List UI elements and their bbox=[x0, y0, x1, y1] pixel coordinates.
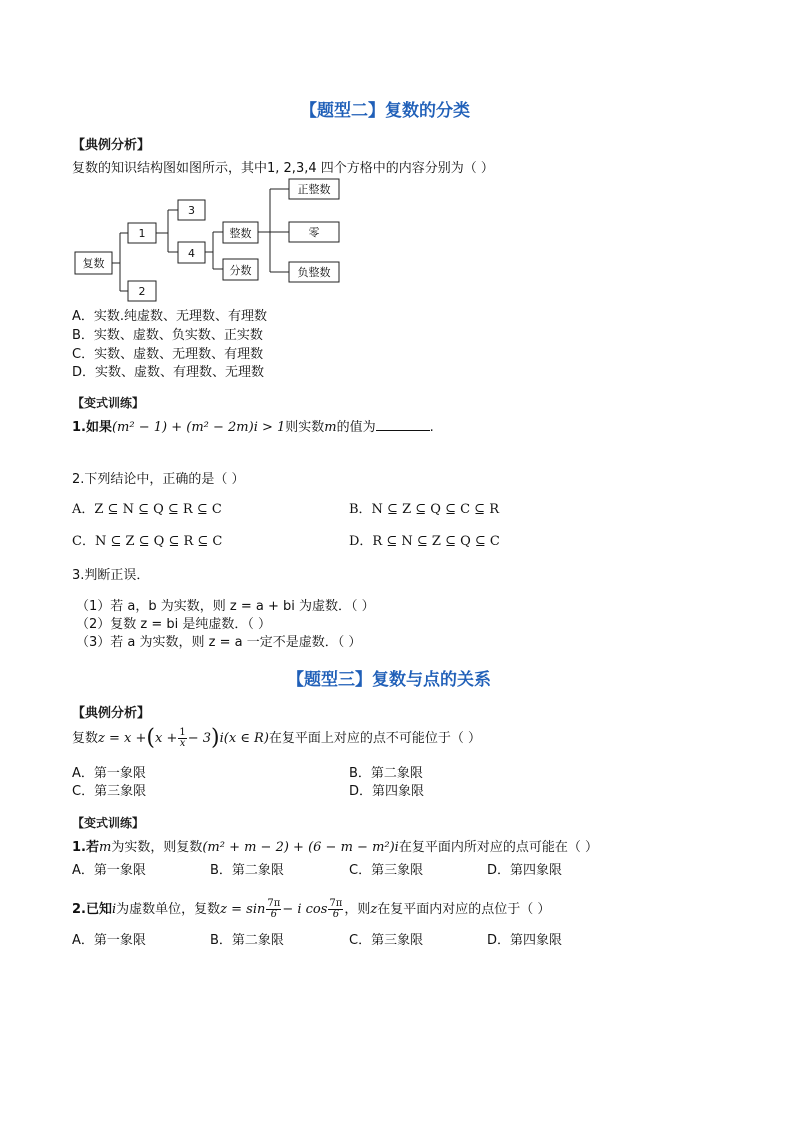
t2-option-b: B．第二象限 bbox=[210, 933, 284, 948]
t2-mid: 为虚数单位，复数 bbox=[116, 902, 221, 917]
ex-frac-den: x bbox=[179, 738, 186, 749]
training-question-3: 3.判断正误． bbox=[72, 568, 150, 583]
t1-mid: 为实数，则复数 bbox=[111, 840, 203, 855]
ex-formula-a: z = x + bbox=[98, 731, 147, 746]
q3-item-1: （1）若 a，b 为实数，则 z = a + bi 为虚数．（ ） bbox=[76, 599, 375, 614]
q2-option-c: C．N ⊆ Z ⊆ Q ⊆ R ⊆ C bbox=[72, 534, 223, 549]
diagram-label-1: 1 bbox=[138, 227, 146, 240]
t2-suffix-a: ，则 bbox=[344, 902, 371, 917]
t2-option-d: D．第四象限 bbox=[487, 933, 563, 948]
training-question-2: 2.下列结论中，正确的是（ ） bbox=[72, 472, 245, 487]
diagram-label-root: 复数 bbox=[82, 257, 105, 270]
diagram-label-zero: 零 bbox=[308, 226, 320, 239]
t2-prefix: 2.已知 bbox=[72, 902, 112, 917]
q2-option-a: A．Z ⊆ N ⊆ Q ⊆ R ⊆ C bbox=[72, 502, 222, 517]
ex-fraction bbox=[178, 728, 186, 749]
example-option-a: A．实数.纯虚数、无理数、有理数 bbox=[72, 309, 268, 324]
training-label-section2: 【变式训练】 bbox=[72, 396, 145, 410]
section-title-points: 【题型三】复数与点的关系 bbox=[287, 670, 491, 690]
example-option-c: C．实数、虚数、无理数、有理数 bbox=[72, 347, 264, 362]
t1-var: m bbox=[98, 840, 112, 855]
t2-suffix-b: 在复平面内对应的点位于（ ） bbox=[377, 902, 551, 917]
diagram-label-3: 3 bbox=[188, 204, 195, 217]
knowledge-structure-diagram bbox=[74, 178, 344, 302]
training-question-1 bbox=[72, 416, 434, 435]
ex-option-c: C．第三象限 bbox=[72, 784, 147, 799]
ex-option-b: B．第二象限 bbox=[349, 766, 423, 781]
ex-formula-c: − 3 bbox=[187, 731, 212, 746]
ex-left-paren: ( bbox=[146, 725, 155, 751]
section3-example-question bbox=[72, 722, 481, 756]
training-label-section3: 【变式训练】 bbox=[72, 816, 145, 830]
t1-option-b: B．第二象限 bbox=[210, 863, 284, 878]
ex-prefix: 复数 bbox=[72, 731, 99, 746]
q1-var: m bbox=[324, 420, 337, 435]
t2-formula-b: − i cos bbox=[282, 902, 328, 917]
example-analysis-label-section3: 【典例分析】 bbox=[72, 706, 151, 721]
section3-training-question-1 bbox=[72, 836, 598, 855]
q1-formula: (m² − 1) + (m² − 2m)i > 1 bbox=[111, 420, 286, 435]
q1-answer-blank[interactable] bbox=[376, 418, 430, 431]
t1-formula: (m² + m − 2) + (6 − m − m²)i bbox=[202, 840, 399, 855]
q1-prefix: 1.如果 bbox=[72, 420, 112, 435]
t2-frac2-den: 6 bbox=[332, 909, 340, 920]
t2-option-c: C．第三象限 bbox=[349, 933, 424, 948]
ex-formula-d: i(x ∈ R) bbox=[219, 731, 269, 746]
diagram-label-pos-integer: 正整数 bbox=[297, 183, 331, 196]
q1-suffix: 则实数 bbox=[285, 420, 325, 435]
t2-fraction-1 bbox=[266, 899, 281, 920]
q2-option-d: D．R ⊆ N ⊆ Z ⊆ Q ⊆ C bbox=[349, 534, 500, 549]
t2-frac2-num: 7π bbox=[329, 898, 343, 909]
q3-item-2: （2）复数 z = bi 是纯虚数．（ ） bbox=[76, 617, 272, 632]
section3-training-question-2 bbox=[72, 893, 550, 927]
q1-dot: . bbox=[429, 420, 434, 435]
example-question: 复数的知识结构图如图所示，其中1, 2,3,4 四个方格中的内容分别为（ ） bbox=[72, 161, 494, 176]
ex-right-paren: ) bbox=[211, 725, 220, 751]
ex-option-d: D．第四象限 bbox=[349, 784, 425, 799]
diagram-label-2: 2 bbox=[138, 285, 146, 298]
example-analysis-label: 【典例分析】 bbox=[72, 138, 151, 153]
t1-option-a: A．第一象限 bbox=[72, 863, 146, 878]
ex-option-a: A．第一象限 bbox=[72, 766, 146, 781]
t1-option-d: D．第四象限 bbox=[487, 863, 563, 878]
t1-prefix: 1.若 bbox=[72, 840, 99, 855]
diagram-label-neg-integer: 负整数 bbox=[297, 266, 331, 279]
t2-i: i bbox=[111, 902, 117, 917]
diagram-label-integer: 整数 bbox=[229, 227, 252, 240]
example-option-d: D．实数、虚数、有理数、无理数 bbox=[72, 365, 265, 380]
t2-frac1-num: 7π bbox=[267, 898, 281, 909]
diagram-label-fraction: 分数 bbox=[229, 264, 252, 277]
ex-suffix: 在复平面上对应的点不可能位于（ ） bbox=[268, 731, 482, 746]
t1-option-c: C．第三象限 bbox=[349, 863, 424, 878]
t2-formula-a: z = sin bbox=[220, 902, 266, 917]
t1-suffix: 在复平面内所对应的点可能在（ ） bbox=[398, 840, 598, 855]
t2-z: z bbox=[370, 902, 378, 917]
q3-item-3: （3）若 a 为实数，则 z = a 一定不是虚数．（ ） bbox=[76, 635, 362, 650]
ex-formula-b: x + bbox=[154, 731, 178, 746]
ex-frac-num: 1 bbox=[179, 727, 186, 738]
q1-end: 的值为 bbox=[336, 420, 376, 435]
section-title-classification: 【题型二】复数的分类 bbox=[300, 101, 470, 121]
diagram-label-4: 4 bbox=[188, 247, 195, 260]
example-option-b: B．实数、虚数、负实数、正实数 bbox=[72, 328, 263, 343]
t2-fraction-2 bbox=[328, 899, 343, 920]
t2-option-a: A．第一象限 bbox=[72, 933, 146, 948]
t2-frac1-den: 6 bbox=[270, 909, 278, 920]
q2-option-b: B．N ⊆ Z ⊆ Q ⊆ C ⊆ R bbox=[349, 502, 499, 517]
